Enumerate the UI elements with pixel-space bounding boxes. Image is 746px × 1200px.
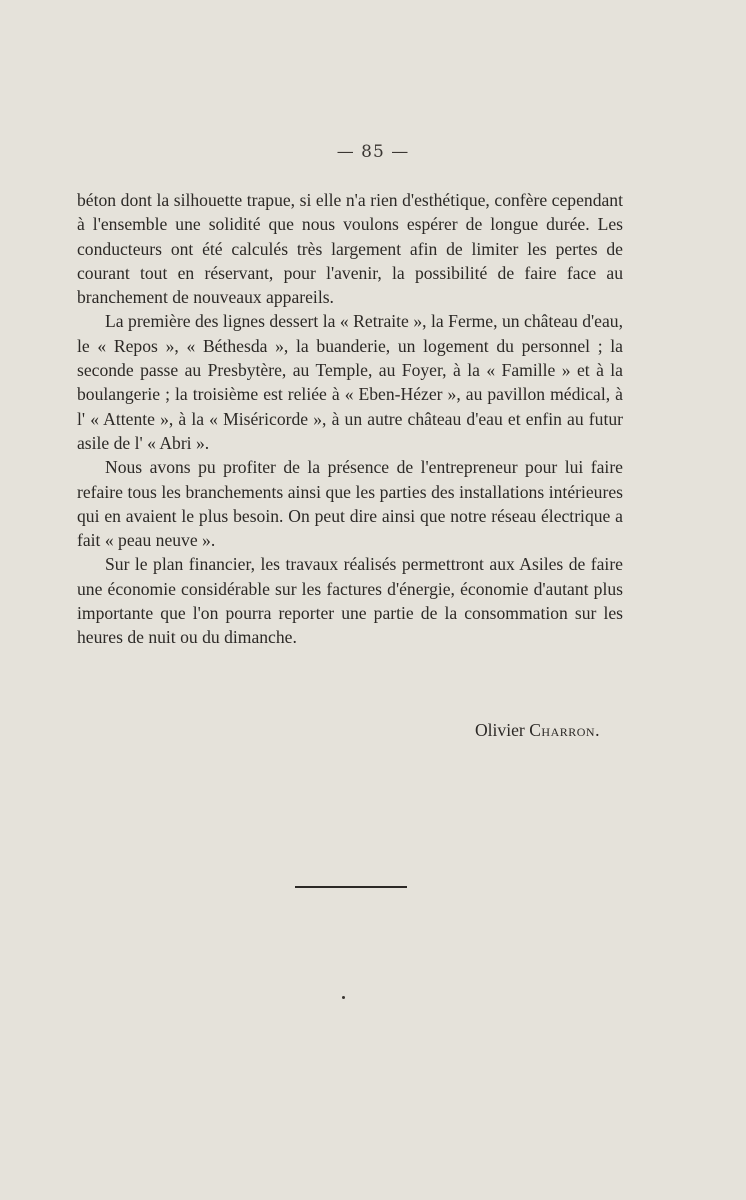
page-number: — 85 —	[336, 142, 410, 162]
print-speck	[342, 996, 345, 999]
paragraph-2: La première des lignes dessert la « Retraite », la Ferme, un château d'eau, le « Repos », « Béthesda », la buanderie, un logement du personnel ; la seconde passe au Presbytère, au Temple, au Foyer, à la « Famille » et à la boulangerie ; la troisième est reliée à « Eben-Hézer », au pavillon médical, à l' « Attente », à la « Miséricorde », à un autre château d'eau et enfin au futur asile de l' « Abri ».	[77, 311, 623, 453]
author-first-name: Olivier	[474, 720, 525, 740]
author-signature	[0, 720, 600, 741]
paragraph-3: Nous avons pu profiter de la présence de l'entrepreneur pour lui faire refaire tous les branchements ainsi que les parties des installations intérieures qui en avaient le plus besoin. On peut dire ainsi que notre réseau électrique a fait « peau neuve ».	[77, 457, 623, 551]
section-divider	[295, 886, 407, 888]
paragraph-1: béton dont la silhouette trapue, si elle n'a rien d'esthétique, confère cependant à l'ensemble une solidité que nous voulons espérer de longue durée. Les conducteurs ont été calculés très largement afin de limiter les pertes de courant tout en réservant, pour l'avenir, la possibilité de faire face au branchement de nouveaux appareils.	[77, 190, 623, 308]
paragraph-4: Sur le plan financier, les travaux réalisés permettront aux Asiles de faire une économie considérable sur les factures d'énergie, économie d'autant plus importante que l'on pourra reporter une partie de la consommation sur les heures de nuit ou du dimanche.	[77, 554, 623, 648]
author-last-name: Charron.	[529, 720, 600, 740]
body-text	[77, 188, 623, 650]
